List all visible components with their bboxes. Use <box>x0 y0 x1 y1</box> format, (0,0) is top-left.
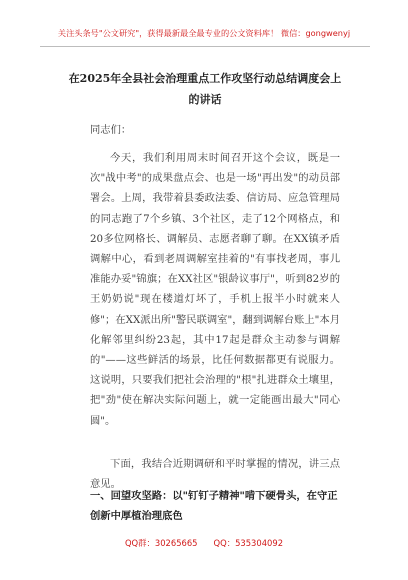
header-banner: 关注头条号"公文研究"，获得最新最全最专业的公文资料库！ 微信：gongwenyj <box>57 28 351 38</box>
footer-qq-group: QQ群：30265665 <box>124 538 198 548</box>
salutation: 同志们： <box>90 124 132 136</box>
footer-qq: QQ：535304092 <box>213 538 284 548</box>
body-paragraph: 下面，我结合近期调研和平时掌握的情况，讲三点意见。 <box>90 458 340 491</box>
document-title: 在2025年全县社会治理重点工作攻坚行动总结调度会上的讲话 <box>68 72 342 106</box>
header-divider <box>40 46 370 47</box>
body-paragraph: 今天，我们利用周末时间召开这个会议，既是一次"战中考"的成果盘点会、也是一场"再出发"的动员部署会。上周，我带着县委政法委、信访局、应急管理局的同志跑了7个乡镇、3个社区，走了12个网格点，和20多位网格长、调解员、志愿者聊了聊。在XX镇矛盾调解中心，看到老周调解室挂着的"有事找老周，事儿准能办妥"锦旗；在XX社区"银龄议事厅"，听到82岁的王奶奶说"现在楼道灯坏了，手机上报半小时就来人修"；在XX派出所"警民联调室"，翻到调解台账上"本月化解邻里纠纷23起，其中17起是群众主动参与调解的"——这些鲜活的场景，比任何数据都更有说服力。这说明，只要我们把社会治理的"根"扎进群众土壤里，把"劲"使在解决实际问题上，就一定能画出最大"同心圆"。 <box>90 152 340 427</box>
section-heading: 一、回望攻坚路：以"钉钉子精神"啃下硬骨头，在守正创新中厚植治理底色 <box>90 490 338 523</box>
footer-contact <box>0 537 408 549</box>
